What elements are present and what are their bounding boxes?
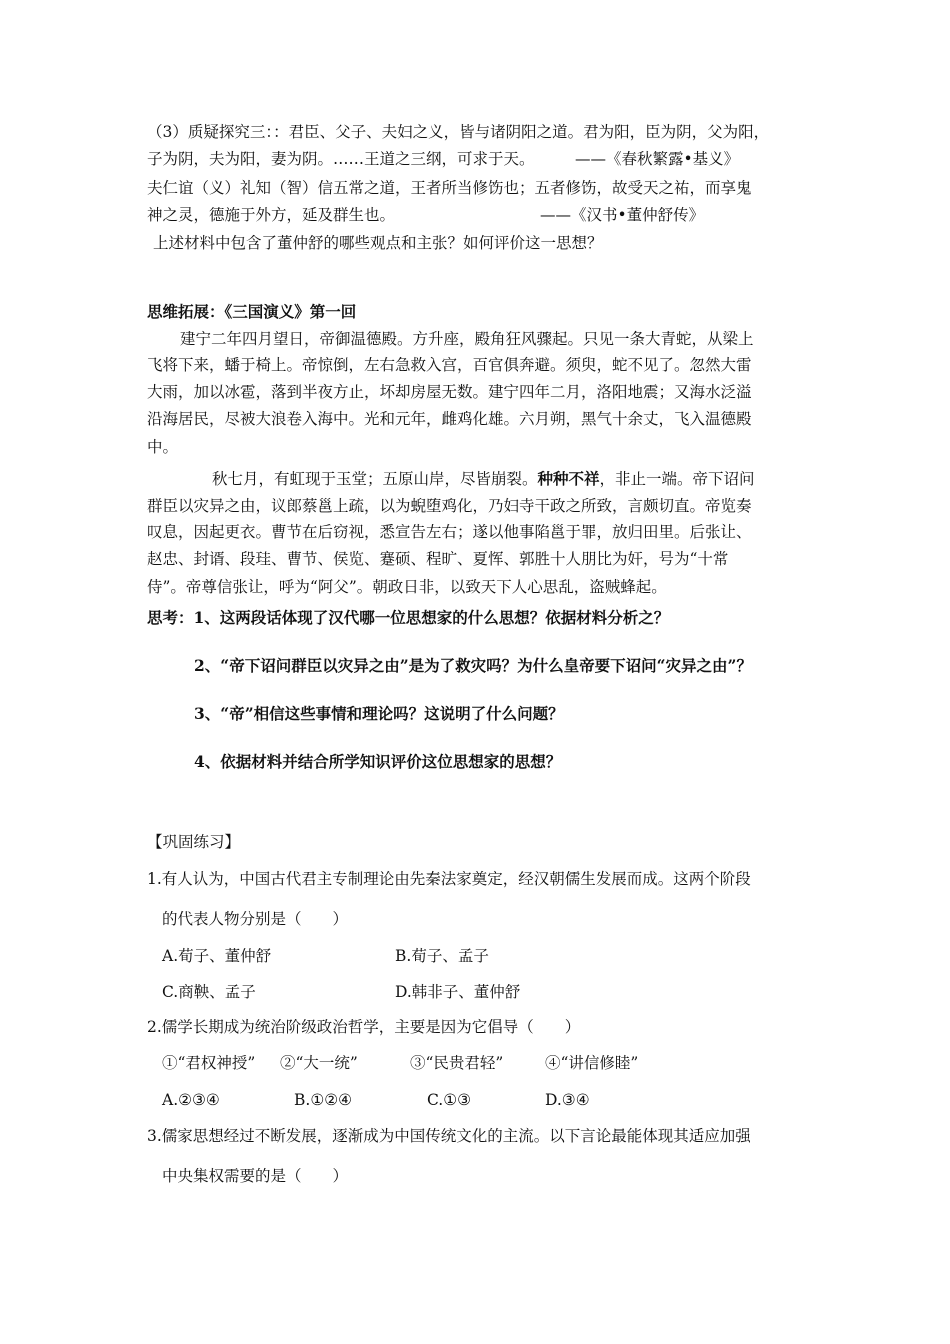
- extension-p1-line-1: 建宁二年四月望日，帝御温德殿。方升座，殿角狂风骤起。只见一条大青蛇，从梁上: [180, 330, 754, 348]
- extension-p1-line-5: 中。: [147, 438, 179, 456]
- q1-option-d: D.韩非子、董仲舒: [395, 983, 521, 1001]
- extension-p2-line-1-b: ，非止一端。帝下诏问: [599, 470, 755, 488]
- section3-line-2: 子为阴，夫为阳，妻为阴。……王道之三纲，可求于天。: [147, 150, 535, 168]
- extension-p2-line-2: 群臣以灾异之由，议郎蔡邕上疏，以为蜺堕鸡化，乃妇寺干政之所致，言颇切直。帝览奏: [147, 497, 752, 515]
- q2-option-a: A.②③④: [162, 1091, 220, 1109]
- think-question-1: 思考：1、这两段话体现了汉代哪一位思想家的什么思想？依据材料分析之？: [147, 608, 670, 627]
- section3-source-2: ——《汉书•董仲舒传》: [540, 206, 705, 224]
- q1-line-2: 的代表人物分别是（ ）: [162, 910, 349, 928]
- extension-p2-bold-phrase: 种种不祥: [537, 469, 600, 488]
- section3-line-1: （3）质疑探究三：：君臣、父子、夫妇之义，皆与诸阴阳之道。君为阳，臣为阴，父为阳，: [147, 123, 770, 141]
- think-question-4: 4、依据材料并结合所学知识评价这位思想家的思想？: [194, 752, 562, 771]
- q2-statement-1: ①“君权神授”: [162, 1054, 256, 1072]
- extension-p2-line-3: 叹息，因起更衣。曹节在后窃视，悉宣告左右；遂以他事陷邕于罪，放归田里。后张让、: [147, 523, 752, 541]
- think-question-2: 2、“帝下诏问群臣以灾异之由”是为了救灾吗？为什么皇帝要下诏问“灾异之由”？: [194, 656, 752, 675]
- extension-p2-line-5: 侍”。帝尊信张让，呼为“阿父”。朝政日非，以致天下人心思乱，盗贼蜂起。: [147, 578, 667, 596]
- section3-line-4: 神之灵，德施于外方，延及群生也。: [147, 206, 396, 224]
- extension-p2-line-1: [212, 469, 755, 489]
- q2-option-d: D.③④: [545, 1091, 590, 1109]
- section3-question: 上述材料中包含了董仲舒的哪些观点和主张？如何评价这一思想？: [153, 234, 603, 252]
- section3-line-3: 夫仁谊（义）礼知（智）信五常之道，王者所当修饬也；五者修饬，故受天之祐，而享鬼: [147, 179, 752, 197]
- q2-statement-3: ③“民贵君轻”: [410, 1054, 504, 1072]
- practice-heading: 【巩固练习】: [147, 833, 241, 851]
- section3-source-1: ——《春秋繁露•基义》: [575, 150, 740, 168]
- extension-p1-line-3: 大雨，加以冰雹，落到半夜方止，坏却房屋无数。建宁四年二月，洛阳地震；又海水泛溢: [147, 383, 752, 401]
- extension-p2-line-4: 赵忠、封谞、段珪、曹节、侯览、蹇硕、程旷、夏恽、郭胜十人朋比为奸，号为“十常: [147, 550, 729, 568]
- think-question-3: 3、“帝”相信这些事情和理论吗？这说明了什么问题？: [194, 704, 564, 723]
- q2-option-b: B.①②④: [294, 1091, 353, 1109]
- q3-line-2: 中央集权需要的是（ ）: [162, 1167, 349, 1185]
- q2-statement-4: ④“讲信修睦”: [545, 1054, 639, 1072]
- q2-line-1: 2.儒学长期成为统治阶级政治哲学，主要是因为它倡导（ ）: [147, 1018, 581, 1036]
- extension-p1-line-2: 飞将下来，蟠于椅上。帝惊倒，左右急救入宫，百官俱奔避。须臾，蛇不见了。忽然大雷: [147, 356, 752, 374]
- extension-heading: 思维拓展：《三国演义》第一回: [147, 302, 357, 321]
- q1-line-1: 1.有人认为，中国古代君主专制理论由先秦法家奠定，经汉朝儒生发展而成。这两个阶段: [147, 870, 751, 888]
- extension-p2-line-1-a: 秋七月，有虹现于玉堂；五原山岸，尽皆崩裂。: [212, 470, 538, 488]
- q3-line-1: 3.儒家思想经过不断发展，逐渐成为中国传统文化的主流。以下言论最能体现其适应加强: [147, 1127, 751, 1145]
- q1-option-a: A.荀子、董仲舒: [162, 947, 272, 965]
- q1-option-c: C.商鞅、孟子: [162, 983, 256, 1001]
- q2-option-c: C.①③: [427, 1091, 472, 1109]
- q1-option-b: B.荀子、孟子: [395, 947, 489, 965]
- q2-statement-2: ②“大一统”: [280, 1054, 358, 1072]
- extension-p1-line-4: 沿海居民，尽被大浪卷入海中。光和元年，雌鸡化雄。六月朔，黑气十余丈，飞入温德殿: [147, 410, 752, 428]
